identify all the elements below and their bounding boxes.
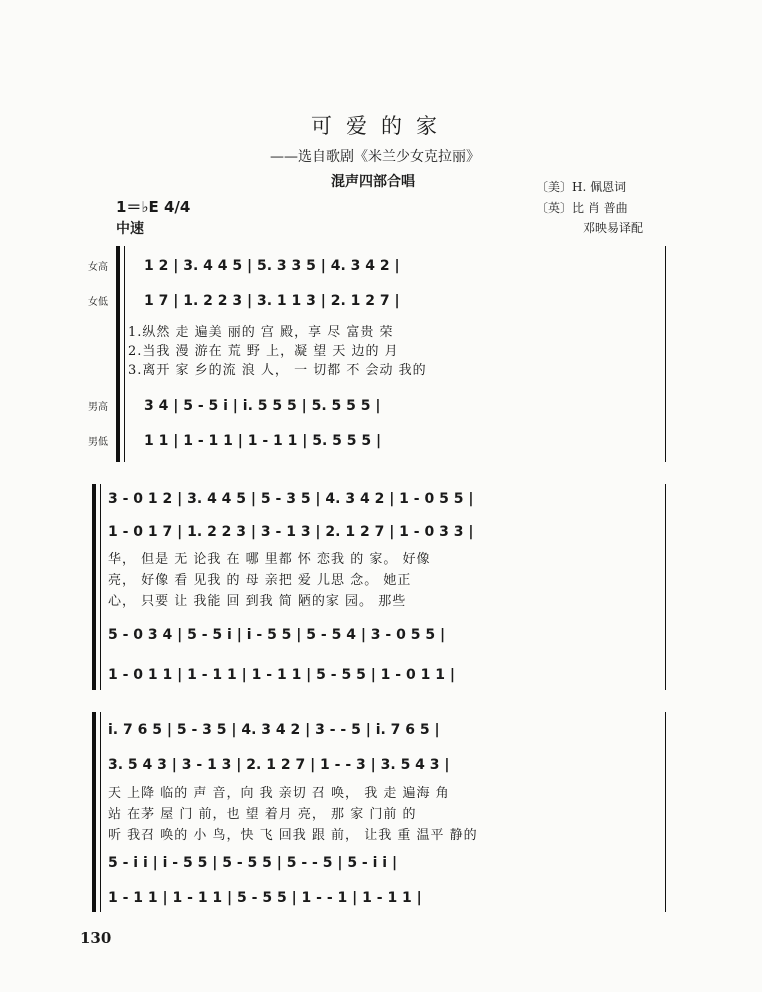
notes-tenor: 5 - 0 3 4 | 5 - 5 i | i - 5 5 | 5 - 5 4 | 3 - 0 5 5 | bbox=[108, 627, 446, 643]
voice-label-bass: 男低 bbox=[88, 437, 108, 448]
notes-soprano: 1 2 | 3. 4 4 5 | 5. 3 3 5 | 4. 3 4 2 | bbox=[144, 258, 400, 274]
notes-soprano: 3 - 0 1 2 | 3. 4 4 5 | 5 - 3 5 | 4. 3 4 2 | 1 - 0 5 5 | bbox=[108, 491, 474, 507]
lyric-verse-3: 3.离开 家 乡的流 浪 人， 一 切都 不 会动 我的 bbox=[128, 363, 427, 378]
notes-alto: 1 - 0 1 7 | 1. 2 2 3 | 3 - 1 3 | 2. 1 2 7 | 1 - 0 3 3 | bbox=[108, 524, 474, 540]
notes-alto: 3. 5 4 3 | 3 - 1 3 | 2. 1 2 7 | 1 - - 3 | 3. 5 4 3 | bbox=[108, 757, 450, 773]
system-line bbox=[100, 712, 101, 912]
arranger-credit: 邓映易译配 bbox=[583, 221, 644, 235]
notes-alto: 1 7 | 1. 2 2 3 | 3. 1 1 3 | 2. 1 2 7 | bbox=[144, 293, 400, 309]
lyric-verse-3: 心， 只要 让 我能 回 到我 简 陋的家 园。 那些 bbox=[108, 594, 407, 609]
lyric-verse-2: 2.当我 漫 游在 荒 野 上，凝 望 天 边的 月 bbox=[128, 344, 399, 359]
lyric-verse-2: 站 在茅 屋 门 前，也 望 着月 亮， 那 家 门前 的 bbox=[108, 807, 417, 822]
voice-label-soprano: 女高 bbox=[88, 262, 108, 273]
song-subtitle: ——选自歌剧《米兰少女克拉丽》 bbox=[270, 149, 480, 165]
song-title: 可爱的家 bbox=[311, 114, 451, 138]
chorus-type: 混声四部合唱 bbox=[331, 174, 415, 190]
system-end-line bbox=[665, 246, 666, 462]
lyric-verse-1: 天 上降 临的 声 音，向 我 亲切 召 唤， 我 走 遍海 角 bbox=[108, 786, 450, 801]
tempo-marking: 中速 bbox=[116, 221, 144, 237]
system-end-line bbox=[665, 712, 666, 912]
notes-soprano: i. 7 6 5 | 5 - 3 5 | 4. 3 4 2 | 3 - - 5 | i. 7 6 5 | bbox=[108, 722, 440, 738]
lyric-verse-1: 华， 但是 无 论我 在 哪 里都 怀 恋我 的 家。 好像 bbox=[108, 552, 431, 567]
system-line bbox=[100, 484, 101, 690]
lyric-verse-1: 1.纵然 走 遍美 丽的 宫 殿，享 尽 富贵 荣 bbox=[128, 325, 394, 340]
lyricist-credit: 〔美〕H. 佩恩词 bbox=[536, 180, 627, 194]
lyric-verse-2: 亮， 好像 看 见我 的 母 亲把 爱 儿思 念。 她正 bbox=[108, 573, 412, 588]
notes-bass: 1 - 0 1 1 | 1 - 1 1 | 1 - 1 1 | 5 - 5 5 | 1 - 0 1 1 | bbox=[108, 667, 455, 683]
system-bracket bbox=[92, 484, 96, 690]
system-bracket bbox=[116, 246, 120, 462]
notes-tenor: 3 4 | 5 - 5 i | i. 5 5 5 | 5. 5 5 5 | bbox=[144, 398, 381, 414]
voice-label-tenor: 男高 bbox=[88, 402, 108, 413]
system-line bbox=[124, 246, 125, 462]
key-signature: 1＝♭E 4/4 bbox=[116, 198, 191, 216]
composer-credit: 〔英〕比 肖 普曲 bbox=[536, 201, 628, 215]
notes-bass: 1 1 | 1 - 1 1 | 1 - 1 1 | 5. 5 5 5 | bbox=[144, 433, 382, 449]
page-number: 130 bbox=[80, 929, 112, 947]
notes-tenor: 5 - i i | i - 5 5 | 5 - 5 5 | 5 - - 5 | 5 - i i | bbox=[108, 855, 398, 871]
system-bracket bbox=[92, 712, 96, 912]
lyric-verse-3: 听 我召 唤的 小 鸟，快 飞 回我 跟 前， 让我 重 温平 静的 bbox=[108, 828, 478, 843]
voice-label-alto: 女低 bbox=[88, 297, 108, 308]
system-end-line bbox=[665, 484, 666, 690]
notes-bass: 1 - 1 1 | 1 - 1 1 | 5 - 5 5 | 1 - - 1 | 1 - 1 1 | bbox=[108, 890, 422, 906]
